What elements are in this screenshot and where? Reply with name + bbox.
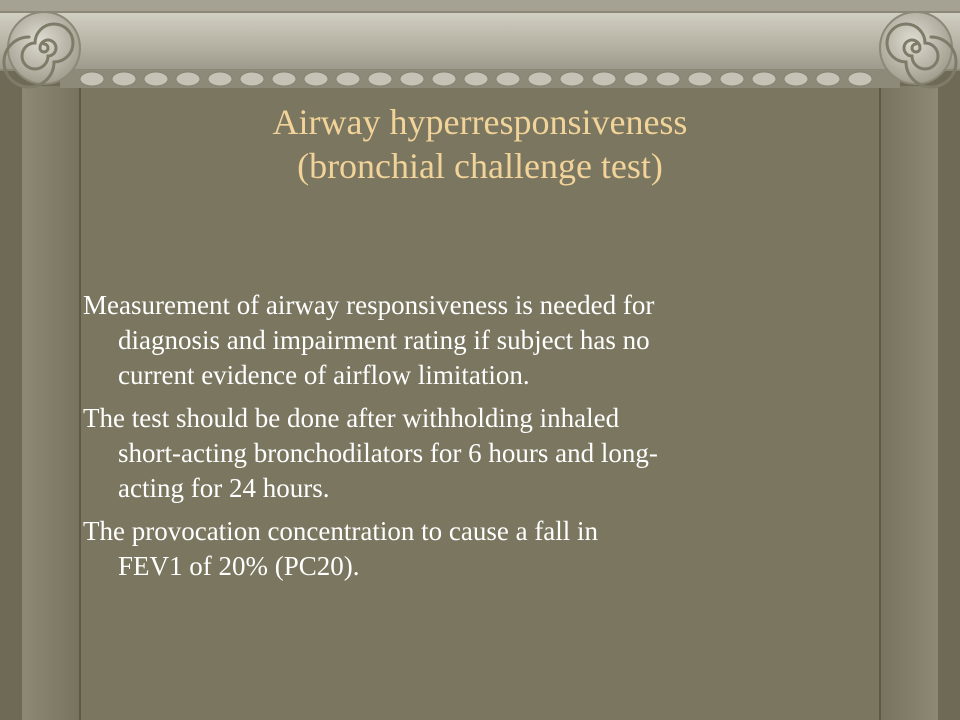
slide-title — [110, 100, 850, 188]
paragraph-line: acting for 24 hours. — [118, 473, 330, 503]
paragraph-provocation — [83, 514, 883, 584]
left-pillar — [22, 86, 80, 720]
paragraph-line: FEV1 of 20% (PC20). — [118, 551, 360, 581]
paragraph-line: The test should be done after withholding inhaled — [83, 403, 620, 433]
paragraph-line: Measurement of airway responsiveness is needed for — [83, 290, 655, 320]
paragraph-line: The provocation concentration to cause a fall in — [83, 516, 599, 546]
slide-body — [83, 288, 883, 592]
paragraph-line: short-acting bronchodilators for 6 hours and long- — [118, 438, 658, 468]
paragraph-line: current evidence of airflow limitation. — [118, 360, 530, 390]
paragraph-measurement — [83, 288, 883, 393]
capital-top-band — [0, 0, 960, 12]
slide-title-line-2: (bronchial challenge test) — [297, 146, 663, 186]
paragraph-line: diagnosis and impairment rating if subject has no — [118, 325, 650, 355]
paragraph-withholding — [83, 401, 883, 506]
right-pillar — [880, 86, 938, 720]
egg-and-dart-molding — [60, 70, 900, 88]
slide-title-line-1: Airway hyperresponsiveness — [272, 102, 688, 142]
